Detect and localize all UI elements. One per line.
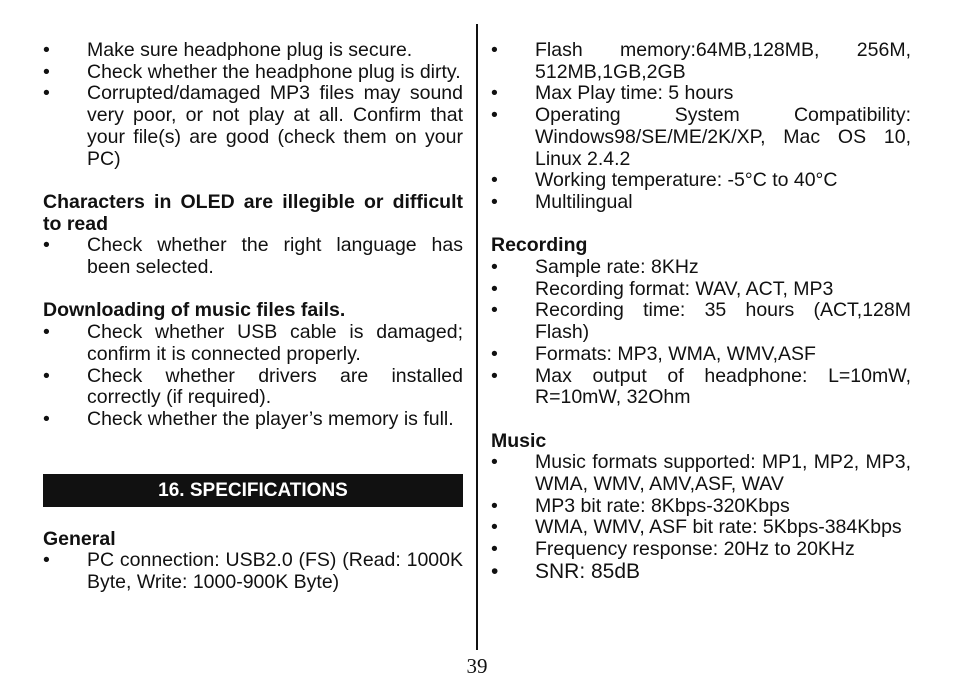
bullet: • [491, 494, 498, 517]
list-item-text: Max Play time: 5 hours [535, 82, 734, 105]
section-title: 16. SPECIFICATIONS [43, 474, 463, 507]
list-item-text: Sample rate: 8KHz [535, 256, 699, 279]
list-item [491, 539, 911, 561]
bullet: • [491, 559, 499, 583]
bullet: • [491, 256, 498, 279]
list-item-text: Check whether the headphone plug is dirty. [87, 60, 461, 83]
music-heading: Music [491, 429, 547, 452]
list-item [491, 257, 911, 279]
list-item [491, 300, 911, 343]
list-item-text: MP3 bit rate: 8Kbps-320Kbps [535, 494, 790, 517]
list-item [491, 452, 911, 495]
list-item [491, 561, 911, 583]
list-item-text: Flash memory:64MB,128MB, 256M, 512MB,1GB,2GB [535, 39, 911, 83]
list-item-text: Multilingual [535, 190, 633, 213]
list-item-text: PC connection: USB2.0 (FS) (Read: 1000K Byte, Write: 1000-900K Byte) [87, 549, 463, 594]
bullet: • [43, 364, 50, 387]
list-item-text: Formats: MP3, WMA, WMV,ASF [535, 342, 816, 365]
list-item [43, 322, 463, 365]
recording-heading: Recording [491, 234, 588, 257]
spacer [43, 507, 463, 529]
bullet: • [491, 39, 498, 61]
list-item-text: Check whether the player’s memory is full. [87, 407, 454, 430]
list-item [43, 83, 463, 170]
bullet: • [491, 451, 498, 474]
right-column [491, 40, 911, 583]
bullet: • [491, 169, 498, 192]
list-item [491, 40, 911, 83]
oled-heading: Characters in OLED are illegible or difficult to read [43, 190, 463, 235]
list-item [43, 62, 463, 84]
list-item-text: Check whether the right language has been selected. [87, 234, 463, 279]
list-item-text: Frequency response: 20Hz to 20KHz [535, 538, 855, 561]
list-item [491, 170, 911, 192]
list-item [43, 40, 463, 62]
spacer [43, 170, 463, 192]
list-item-text: Max output of headphone: L=10mW, R=10mW, 32Ohm [535, 364, 911, 409]
spacer [43, 279, 463, 301]
bullet: • [491, 538, 498, 561]
bullet: • [491, 364, 498, 387]
page-number: 39 [466, 654, 488, 678]
list-item [43, 366, 463, 409]
bullet: • [491, 190, 498, 213]
bullet: • [43, 39, 50, 61]
list-item-text: Operating System Compatibility: Windows98/SE/ME/2K/XP, Mac OS 10, Linux 2.4.2 [535, 104, 911, 170]
list-item [43, 409, 463, 431]
list-item [43, 550, 463, 593]
bullet: • [43, 321, 50, 344]
bullet: • [43, 234, 50, 257]
list-item [491, 344, 911, 366]
list-item-text: Recording time: 35 hours (ACT,128M Flash) [535, 299, 911, 344]
list-item-text: Music formats supported: MP1, MP2, MP3, WMA, WMV, AMV,ASF, WAV [535, 451, 911, 496]
bullet: • [491, 104, 498, 127]
bullet: • [43, 549, 50, 572]
bullet: • [43, 82, 50, 105]
bullet: • [491, 82, 498, 105]
list-item [491, 83, 911, 105]
download-heading: Downloading of music files fails. [43, 299, 346, 322]
spacer [43, 431, 463, 474]
list-item-text: Check whether USB cable is damaged; confirm it is connected properly. [87, 321, 463, 365]
bullet: • [43, 60, 50, 83]
bullet: • [491, 516, 498, 539]
left-column [43, 40, 463, 594]
list-item-text: Make sure headphone plug is secure. [87, 39, 413, 61]
list-item-text: WMA, WMV, ASF bit rate: 5Kbps-384Kbps [535, 516, 902, 539]
list-item [491, 192, 911, 214]
list-item [491, 366, 911, 409]
spacer [491, 214, 911, 236]
list-item-text: SNR: 85dB [535, 559, 641, 583]
bullet: • [491, 277, 498, 300]
list-item-text: Working temperature: -5°C to 40°C [535, 169, 838, 192]
list-item [491, 517, 911, 539]
column-divider [476, 24, 478, 650]
list-item [491, 105, 911, 170]
spacer [491, 409, 911, 431]
list-item [491, 496, 911, 518]
list-item [491, 279, 911, 301]
general-heading: General [43, 527, 116, 550]
list-item [43, 235, 463, 278]
bullet: • [43, 407, 50, 430]
bullet: • [491, 342, 498, 365]
list-item-text: Corrupted/damaged MP3 files may sound very poor, or not play at all. Confirm that your file(s) are good (check them on your PC) [87, 82, 463, 170]
list-item-text: Check whether drivers are installed correctly (if required). [87, 364, 463, 409]
list-item-text: Recording format: WAV, ACT, MP3 [535, 277, 834, 300]
bullet: • [491, 299, 498, 322]
